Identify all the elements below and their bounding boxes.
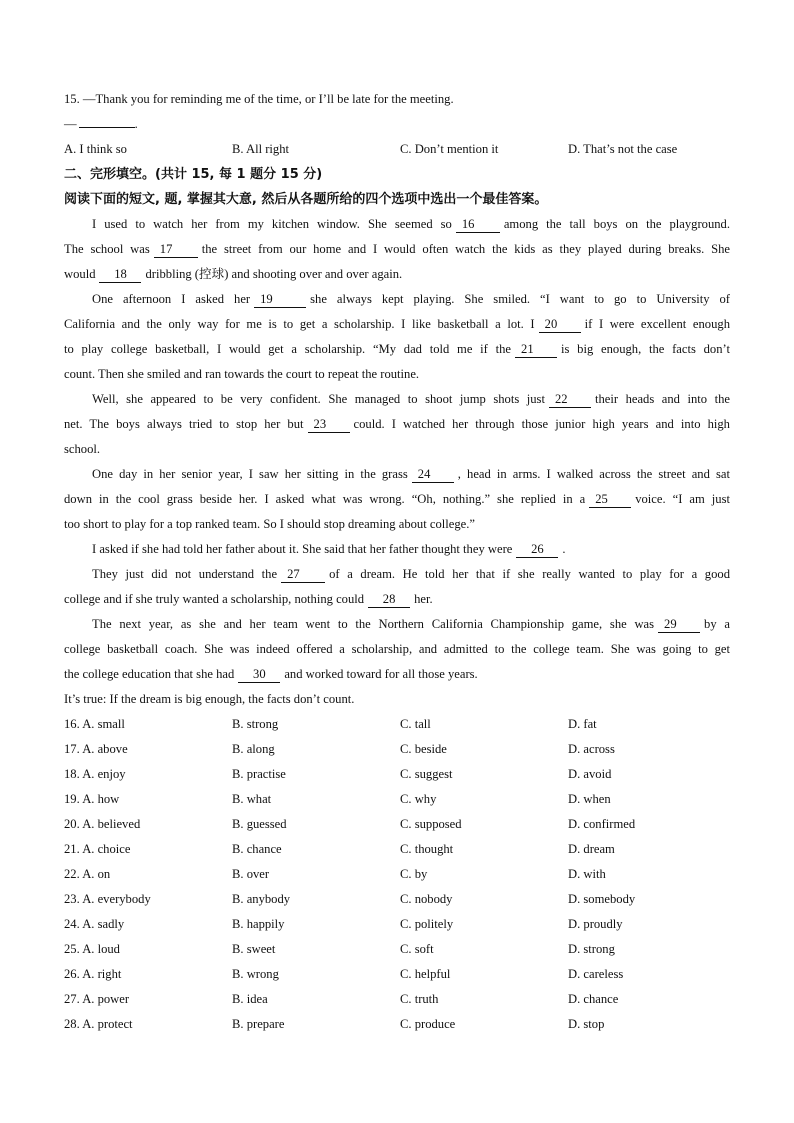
passage-p4-line1: One day in her senior year, I saw her sitting in the grass 24 , head in arms. I walked across the street and sat [92, 467, 730, 481]
q23-option-d[interactable]: D. somebody [568, 892, 636, 906]
passage-p4-line3: too short to play for a top ranked team. So I should stop dreaming about college.” [64, 517, 475, 531]
question-row-24 [64, 912, 730, 937]
question-row-18 [64, 762, 730, 787]
q26-option-d[interactable]: D. careless [568, 967, 624, 981]
q18-option-d[interactable]: D. avoid [568, 767, 612, 781]
q19-option-b[interactable]: B. what [232, 792, 272, 806]
question-row-16 [64, 712, 730, 737]
q17-option-c[interactable]: C. beside [400, 742, 447, 756]
q20-option-d[interactable]: D. confirmed [568, 817, 636, 831]
blank-20[interactable]: 20 [539, 316, 581, 333]
question-row-17 [64, 737, 730, 762]
q24-option-b[interactable]: B. happily [232, 917, 285, 931]
question-row-26 [64, 962, 730, 987]
passage-p3-line1: Well, she appeared to be very confident. She managed to shoot jump shots just 22 their heads and into the [92, 392, 730, 406]
passage-p2-line2: California and the only way for me is to get a scholarship. I like basketball a lot. I 20 if I were excellent enough [64, 317, 730, 331]
q18-option-b[interactable]: B. practise [232, 767, 286, 781]
q25-option-d[interactable]: D. strong [568, 942, 615, 956]
q25-option-a[interactable]: 25. A. loud [64, 942, 120, 956]
q16-option-b[interactable]: B. strong [232, 717, 279, 731]
question-row-25 [64, 937, 730, 962]
q15-answer-blank[interactable] [79, 112, 135, 128]
q27-option-c[interactable]: C. truth [400, 992, 439, 1006]
q15-reply-period: . [134, 117, 138, 131]
q23-option-a[interactable]: 23. A. everybody [64, 892, 151, 906]
q21-option-d[interactable]: D. dream [568, 842, 615, 856]
question-row-22 [64, 862, 730, 887]
question-row-21 [64, 837, 730, 862]
q28-option-a[interactable]: 28. A. protect [64, 1017, 133, 1031]
q17-option-b[interactable]: B. along [232, 742, 275, 756]
q22-option-d[interactable]: D. with [568, 867, 606, 881]
q24-option-a[interactable]: 24. A. sadly [64, 917, 125, 931]
q15-option-c[interactable]: C. Don’t mention it [400, 142, 499, 156]
exam-content [64, 87, 730, 1037]
q20-option-b[interactable]: B. guessed [232, 817, 287, 831]
q15-option-b[interactable]: B. All right [232, 142, 290, 156]
q21-option-a[interactable]: 21. A. choice [64, 842, 131, 856]
q27-option-d[interactable]: D. chance [568, 992, 619, 1006]
question-row-28 [64, 1012, 730, 1037]
q20-option-a[interactable]: 20. A. believed [64, 817, 141, 831]
q25-option-b[interactable]: B. sweet [232, 942, 276, 956]
blank-16[interactable]: 16 [456, 216, 500, 233]
q28-option-d[interactable]: D. stop [568, 1017, 605, 1031]
q15-stem: 15. —Thank you for reminding me of the time, or I’ll be late for the meeting. [64, 92, 454, 106]
q24-option-d[interactable]: D. proudly [568, 917, 623, 931]
blank-30[interactable]: 30 [238, 666, 280, 683]
blank-26[interactable]: 26 [516, 541, 558, 558]
passage-p3-line3: school. [64, 442, 101, 456]
q28-option-b[interactable]: B. prepare [232, 1017, 285, 1031]
q26-option-a[interactable]: 26. A. right [64, 967, 122, 981]
q28-option-c[interactable]: C. produce [400, 1017, 456, 1031]
blank-24[interactable]: 24 [412, 466, 454, 483]
q15-reply-dash: — [64, 117, 77, 131]
passage-p4-line2: down in the cool grass beside her. I asked what was wrong. “Oh, nothing.” she replied in a 25 voice. “I am just [64, 492, 730, 506]
question-row-27 [64, 987, 730, 1012]
q15-options [64, 137, 730, 162]
blank-22[interactable]: 22 [549, 391, 591, 408]
q20-option-c[interactable]: C. supposed [400, 817, 462, 831]
question-row-20 [64, 812, 730, 837]
passage-p1-line3: would 18 dribbling (控球) and shooting over and over again. [64, 267, 403, 281]
q15-reply [64, 112, 730, 137]
q26-option-c[interactable]: C. helpful [400, 967, 451, 981]
q16-option-d[interactable]: D. fat [568, 717, 597, 731]
blank-19[interactable]: 19 [254, 291, 306, 308]
passage-closing: It’s true: If the dream is big enough, the facts don’t count. [64, 692, 355, 706]
q17-option-a[interactable]: 17. A. above [64, 742, 128, 756]
passage-p2-line4: count. Then she smiled and ran towards the court to repeat the routine. [64, 367, 420, 381]
q19-option-d[interactable]: D. when [568, 792, 611, 806]
section-title: 二、完形填空。(共计 15, 每 1 题分 15 分) [64, 167, 323, 182]
passage-p7-line3: the college education that she had 30 and worked toward for all those years. [64, 667, 478, 681]
passage-p6-line2: college and if she truly wanted a scholarship, nothing could 28 her. [64, 592, 433, 606]
q27-option-b[interactable]: B. idea [232, 992, 268, 1006]
q21-option-c[interactable]: C. thought [400, 842, 454, 856]
q18-option-a[interactable]: 18. A. enjoy [64, 767, 126, 781]
passage-p1-line1: I used to watch her from my kitchen window. She seemed so 16 among the tall boys on the playground. [92, 217, 730, 231]
q19-option-c[interactable]: C. why [400, 792, 437, 806]
q24-option-c[interactable]: C. politely [400, 917, 454, 931]
q26-option-b[interactable]: B. wrong [232, 967, 279, 981]
question-row-19 [64, 787, 730, 812]
blank-18[interactable]: 18 [99, 266, 141, 283]
blank-21[interactable]: 21 [515, 341, 557, 358]
question-list [64, 712, 730, 1037]
q25-option-c[interactable]: C. soft [400, 942, 434, 956]
passage-p2-line3: to play college basketball, I would get a scholarship. “My dad told me if the 21 is big enough, the facts don’t [64, 342, 730, 356]
passage-p6-line1: They just did not understand the 27 of a dream. He told her that if she really wanted to play for a good [92, 567, 730, 581]
q22-option-c[interactable]: C. by [400, 867, 428, 881]
passage-p1-line2: The school was 17 the street from our home and I would often watch the kids as they played during breaks. She [64, 242, 730, 256]
q15-option-a[interactable]: A. I think so [64, 142, 127, 156]
passage-p2-line1: One afternoon I asked her 19 she always kept playing. She smiled. “I want to go to University of [92, 292, 730, 306]
blank-25[interactable]: 25 [589, 491, 631, 508]
blank-28[interactable]: 28 [368, 591, 410, 608]
passage-p7-line2: college basketball coach. She was indeed offered a scholarship, and admitted to the college team. She was going to get [64, 642, 730, 656]
q23-option-c[interactable]: C. nobody [400, 892, 453, 906]
blank-27[interactable]: 27 [281, 566, 325, 583]
passage-p3-line2: net. The boys always tried to stop her but 23 could. I watched her through those junior high years and into high [64, 417, 730, 431]
q23-option-b[interactable]: B. anybody [232, 892, 291, 906]
q27-option-a[interactable]: 27. A. power [64, 992, 130, 1006]
blank-23[interactable]: 23 [308, 416, 350, 433]
blank-17[interactable]: 17 [154, 241, 198, 258]
q16-option-a[interactable]: 16. A. small [64, 717, 125, 731]
q21-option-b[interactable]: B. chance [232, 842, 282, 856]
q19-option-a[interactable]: 19. A. how [64, 792, 120, 806]
passage-p5-line1: I asked if she had told her father about it. She said that her father thought they were 26 . [92, 542, 566, 556]
q16-option-c[interactable]: C. tall [400, 717, 431, 731]
q22-option-b[interactable]: B. over [232, 867, 270, 881]
passage-p7-line1: The next year, as she and her team went to the Northern California Championship game, she was 29 by a [92, 617, 730, 631]
section-instruction: 阅读下面的短文, 题, 掌握其大意, 然后从各题所给的四个选项中选出一个最佳答案。 [64, 192, 548, 207]
q18-option-c[interactable]: C. suggest [400, 767, 453, 781]
q17-option-d[interactable]: D. across [568, 742, 615, 756]
q22-option-a[interactable]: 22. A. on [64, 867, 111, 881]
q15-option-d[interactable]: D. That’s not the case [568, 142, 678, 156]
blank-29[interactable]: 29 [658, 616, 700, 633]
question-row-23 [64, 887, 730, 912]
